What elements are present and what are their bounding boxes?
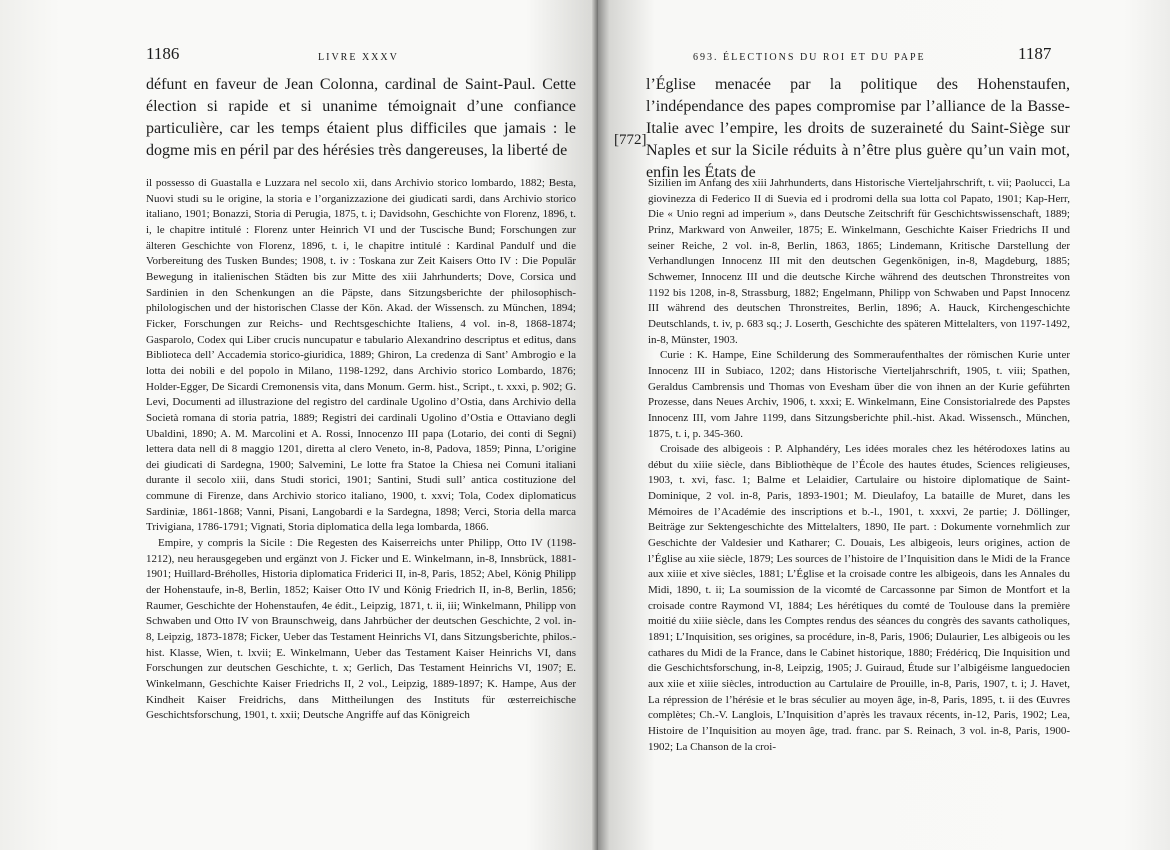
footnote-paragraph: Croisade des albigeois : P. Alphandéry, Les idées morales chez les hétérodoxes latins au début du xiiie siècle, dans Bibliothèque de l’École des hautes études, Sciences religieuses, 1903, t. xvi, fasc. 1; Balme et Lelaidier, Cartulaire ou histoire diplomatique de Saint-Dominique, 2 vol. in-8, Paris, 1893-1901; M. Dieulafoy, La bataille de Muret, dans les Mémoires de l’Académie des inscriptions et b.-l., 1901, t. xxxvi, 2e partie; J. Döllinger, Beiträge zur Sektengeschichte des Mittelalters, 1890, IIe part. : Dokumente vornehmlich zur Geschichte der Valdesier und Katharer; C. Douais, Les albigeois, leurs origines, action de l’Église au xiie siècle, 1879; Les sources de l’histoire de l’Inquisition dans le Midi de la France aux xiiie et xive siècles, 1881; L’Église et la croisade contre les albigeois, dans les Annales du Midi, 1890, t. ii; La soumission de la vicomté de Carcassonne par Simon de Montfort et la croisade contre Raymond VI, 1884; Les hérétiques du comté de Toulouse dans la première moitié du xiiie siècle, dans les Comptes rendus des séances du congrès des savants catholiques, 1891; L’Inquisition, ses origines, sa procédure, in-8, Paris, 1906; Dulaurier, Les albigeois ou les cathares du Midi de la France, dans le Cabinet historique, 1880; Frédéricq, Die Inquisition und die Geschichtsforschung, in-8, Leipzig, 1905; J. Guiraud, Étude sur l’albigéisme languedocien aux xiie et xiiie siècles, introduction au Cartulaire de Prouille, in-8, Paris, 1907, t. i; J. Havet, La répression de l’hérésie et le bras séculier au moyen âge, in-8, Paris, 1895, t. ii des Œuvres complètes; Ch.-V. Langlois, L’Inquisition d’après les travaux récents, in-12, Paris, 1902; Lea, Histoire de l’Inquisition au moyen âge, trad. franc. par S. Reinach, 3 vol. in-8, Paris, 1900-1902; La Chanson de la croi- [648,443,1070,753]
right-page [598,0,1170,850]
footnote-paragraph: Empire, y compris la Sicile : Die Regesten des Kaiserreichs unter Philipp, Otto IV (1198-1212), neu herausgegeben und ergänzt von J. Ficker und E. Winkelmann, in-8, Innsbrück, 1881-1901; Huillard-Bréholles, Historia diplomatica Friderici II, in-8, Paris, 1852; Abel, König Philipp der Hohenstaufe, in-8, Berlin, 1852; Kaiser Otto IV und König Friedrich II, in-8, Berlin, 1856; Raumer, Geschichte der Hohenstaufen, 4e édit., Leipzig, 1871, t. ii, iii; Winkelmann, Philipp von Schwaben und Otto IV von Braunschweig, dans Jahrbücher der deutschen Geschichte, 2 vol. in-8, Leipzig, 1873-1878; Ficker, Ueber das Testament Heinrichs VI, dans Sitzungsberichte, philos.-hist. Klasse, Wien, t. lxvii; E. Winkelmann, Ueber das Testament Kaiser Heinrichs VI, dans Forschungen zur deutschen Geschichte, t. x; Gerlich, Das Testament Heinrichs VI, 1907; E. Winkelmann, Geschichte Kaiser Friedrichs II, 2 vol., Leipzig, 1889-1897; K. Hampe, Aus der Kindheit Kaiser Freidrichs, dans Mittheilungen des Instituts für œsterreichische Geschichtsforschung, 1901, t. xxii; Deutsche Angriffe auf das Königreich [146,537,576,722]
page-number: 1186 [146,44,180,63]
running-head: LIVRE XXXV [318,52,399,63]
footnote-paragraph: Curie : K. Hampe, Eine Schilderung des Sommeraufenthaltes der römischen Kurie unter Innocenz III in Subiaco, 1202; dans Historische Vierteljahrschrift, 1905, t. viii; Spathen, Geraldus Cambrensis und Thomas von Evesham über die von ihnen an der Kurie geführten Prozesse, dans Neues Archiv, 1906, t. xxxi; E. Winkelmann, Eine Consistorialrede des Papstes Innocenz III, vom Jahre 1199, dans Sitzungsberichte phil.-hist. Akad. Wissensch., München, 1875, t. i, p. 345-360. [648,349,1070,440]
footnote-paragraph: Sizilien im Anfang des xiii Jahrhunderts, dans Historische Vierteljahrschrift, t. vii; Paolucci, La giovinezza di Federico II di Suevia ed i prodromi della sua lotta col Papato, 1901; Kap-Herr, Die « Unio regni ad imperium », dans Deutsche Zeitschrift für Geschichtswissenschaft, 1889; Prinz, Markward von Anweiler, 1875; E. Winkelmann, Geschichte Kaiser Friedrichs II und seiner Reiche, 2 vol. in-8, Berlin, 1863, 1865; Lindemann, Kritische Darstellung der Verhandlungen Innocenz III mit den deutschen Gegenkönigen, in-8, Magdeburg, 1885; Schwemer, Innocenz III und die deutsche Kirche während des deutschen Thronstreites von 1192 bis 1208, in-8, Strassburg, 1882; Engelmann, Philipp von Schwaben und Papst Innocenz III während des deutschen Thronstreites, Berlin, 1896; A. Hauck, Kirchengeschichte Deutschlands, t. iv, p. 683 sq.; J. Loserth, Geschichte des späteren Mittelalters, von 1197-1492, in-8, Münster, 1903. [648,177,1070,346]
main-text [146,74,576,162]
running-head: 693. ÉLECTIONS DU ROI ET DU PAPE [693,52,926,63]
main-text [646,74,1070,184]
main-text-paragraph: l’Église menacée par la politique des Hohenstaufen, l’indépendance des papes compromise par l’alliance de la Basse-Italie avec l’empire, les droits de suzeraineté du Saint-Siège sur Naples et sur la Sicile réduits à n’être plus guère qu’un vain mot, enfin les États de [646,76,1070,181]
footnotes [146,176,576,724]
main-text-paragraph: défunt en faveur de Jean Colonna, cardinal de Saint-Paul. Cette élection si rapide et si unanime témoignait d’une confiance particulière, car les temps étaient plus difficiles que jamais : le dogme mis en péril par des hérésies très dangereuses, la liberté de [146,76,576,159]
footnotes [648,176,1070,755]
margin-reference: [772] [614,132,647,148]
page-number: 1187 [1018,44,1052,63]
footnote-paragraph: il possesso di Guastalla e Luzzara nel secolo xii, dans Archivio storico lombardo, 1882; Besta, Nuovi studi su le origine, la storia e l’organizzazione dei giudicati sardi, dans Archivio storico italiano, 1901; Bonazzi, Storia di Perugia, 1875, t. i; Davidsohn, Geschichte von Florenz, 1896, t. i, le chapitre intitulé : Florenz unter Heinrich VI und der Tuscische Bund; Forschungen zur älteren Geschichte von Florenz, 1896, t. i, le chapitre intitulé : Kardinal Pandulf und die Vorbereitung des Tusken Bundes; 1908, t. iv : Toskana zur Zeit Kaisers Otto IV : Die Populär Bewegung in italienischen Städten bis zur Mitte des xiii Jahrhunderts; Dove, Corsica und Sardinien in den Schenkungen an die Päpste, dans Sitzungsberichte der philosophisch-philologischen und der historischen Classe der Kön. Akad. der Wissensch. zu München, 1894; Ficker, Forschungen zur Reichs- und Rechtsgeschichte Italiens, 4 vol. in-8, 1868-1874; Gasparolo, Codex qui Liber crucis nuncupatur e tabulario Alexandrino descriptus et editus, dans Biblioteca dell’ Accademia storico-giuridica, 1889; Ghiron, La credenza di Sant’ Ambrogio e la lotta dei nobili e del popolo in Milano, 1198-1292, dans Archivio storico Lombardo, 1876; Holder-Egger, De Sicardi Cremonensis vita, dans Monum. Germ. hist., Script., t. xxxi, p. 902; G. Levi, Documenti ad illustrazione del registro del cardinale Ugolino d’Ostia, dans Archivio della Società romana di storia patria, 1889; Registri dei cardinali Ugolino d’Ostia e Ottaviano degli Ubaldini, 1890; A. M. Marcolini et A. Rossi, Innocenzo III papa (Lotario, dei conti di Segni) lettera data nell di 8 maggio 1201, diretta al clero Veneto, in-8, Padova, 1859; Pinna, L’origine dei giudicati di Sardegna, 1900; Salvemini, Le lotte fra Statoe la Chiesa nei Comuni italiani durante il secolo xiii, dans Studi storici, 1901; Santini, Studi sull’ antica costituzione del commune di Firenze, dans Archivio storico italiano, 1900, t. xxvi; Tola, Codex diplomaticus Sardiniæ, 1861-1868; Vanni, Pisani, Langobardi e la Sardegna, 1898; Verci, Storia della marca Trivigiana, 1786-1791; Vignati, Storia diplomatica della lega lombarda, 1866. [146,177,576,534]
